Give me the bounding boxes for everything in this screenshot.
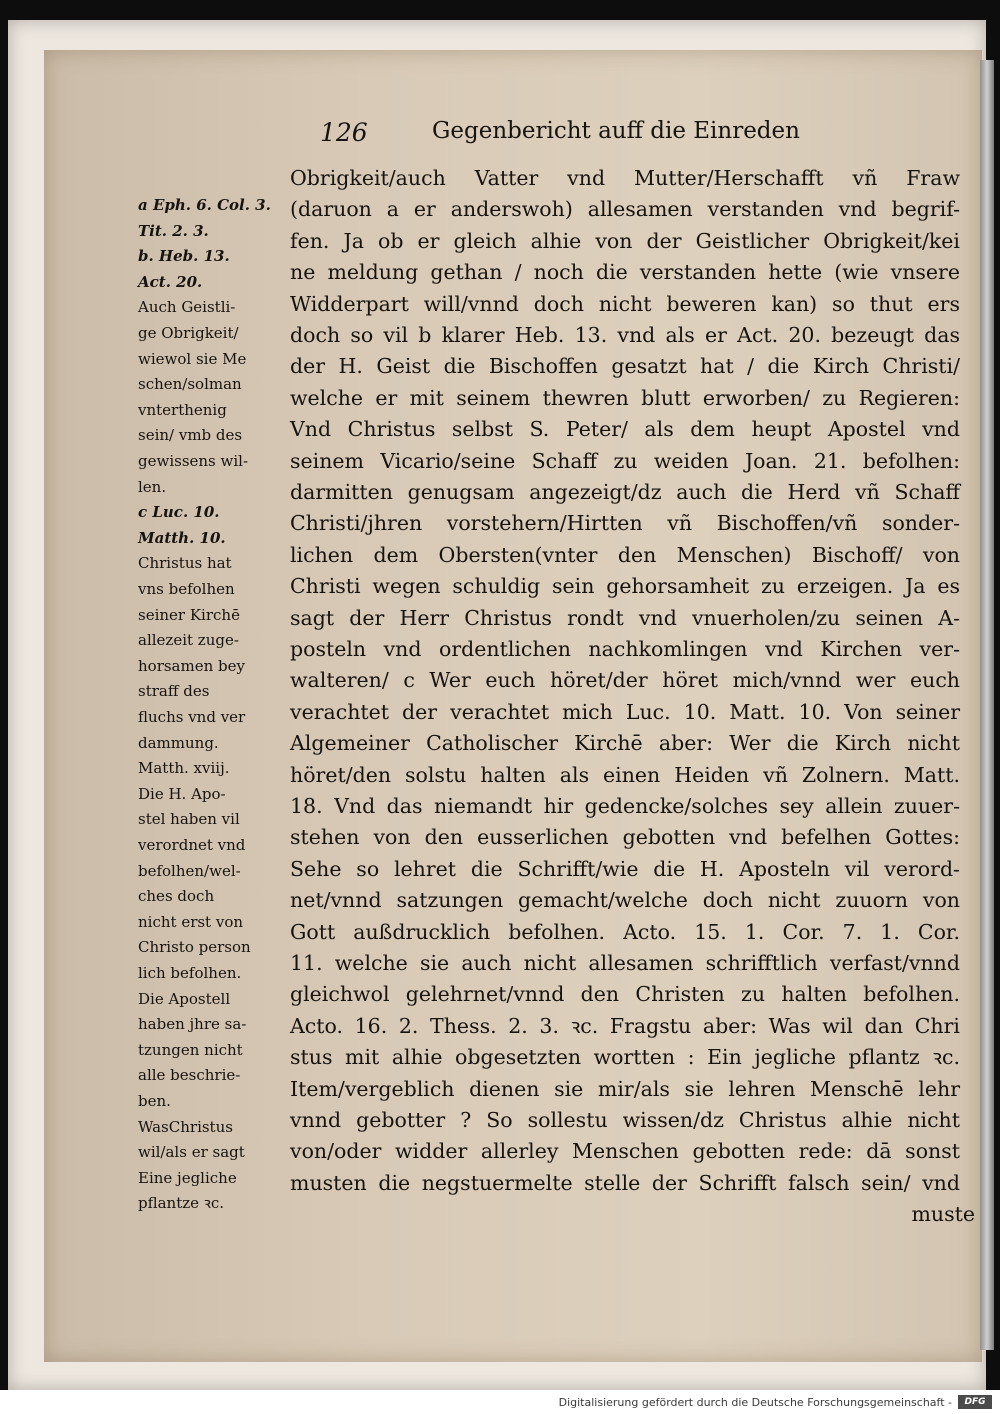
margin-note: ben. — [138, 1092, 171, 1110]
margin-note: verordnet vnd — [138, 836, 246, 854]
running-head: Gegenbericht auff die Einreden — [432, 118, 800, 144]
body-line: welche er mit seinem thewren blutt erworben/ zu Regieren: — [290, 385, 960, 410]
margin-note: gewissens wil- — [138, 452, 249, 470]
body-line: sagt der Herr Christus rondt vnd vnuerholen/zu seinen A- — [290, 605, 960, 630]
body-line: stehen von den eusserlichen gebotten vnd befelhen Gottes: — [290, 825, 960, 850]
margin-note: WasChristus — [138, 1117, 233, 1136]
body-line: Obrigkeit/auch Vatter vnd Mutter/Herschafft vñ Fraw — [290, 166, 960, 190]
margin-note: wil/als er sagt — [138, 1143, 245, 1162]
margin-reference: a Eph. 6. Col. 3. — [138, 196, 271, 214]
margin-note: haben jhre sa- — [138, 1015, 247, 1034]
margin-note: befolhen/wel- — [138, 861, 241, 880]
body-line: ne meldung gethan / noch die verstanden hette (wie vnsere — [290, 260, 960, 285]
margin-reference: b. Heb. 13. — [138, 247, 230, 266]
body-line: Widderpart will/vnnd doch nicht beweren kan) so thut ers — [290, 291, 960, 316]
margin-reference: c Luc. 10. — [138, 503, 220, 522]
body-line: musten die negstuermelte stelle der Schrifft falsch sein/ vnd — [290, 1170, 960, 1195]
margin-note: vns befolhen — [138, 580, 235, 598]
body-line: der H. Geist die Bischoffen gesatzt hat / die Kirch Christi/ — [290, 354, 960, 379]
book-spine-edge — [980, 60, 994, 1350]
body-line: höret/den solstu halten als einen Heiden vñ Zolnern. Matt. — [290, 762, 960, 787]
body-line: fen. Ja ob er gleich alhie von der Geistlicher Obrigkeit/kei — [290, 228, 960, 253]
body-line: stus mit alhie obgesetzten wortten : Ein jegliche pflantz ꝛc. — [290, 1045, 960, 1070]
margin-note: ches doch — [138, 887, 215, 906]
body-line: Vnd Christus selbst S. Peter/ als dem heupt Apostel vnd — [290, 417, 960, 442]
margin-note: Die Apostell — [138, 989, 231, 1008]
body-line: Acto. 16. 2. Thess. 2. 3. ꝛc. Fragstu aber: Was wil dan Chri — [290, 1013, 960, 1038]
margin-note: ge Obrigkeit/ — [138, 324, 239, 342]
margin-note: pflantze ꝛc. — [138, 1194, 225, 1213]
margin-note: nicht erst von — [138, 912, 244, 931]
digitization-credit: Digitalisierung gefördert durch die Deutsche Forschungsgemeinschaft - — [558, 1396, 952, 1409]
margin-note: tzungen nicht — [138, 1040, 243, 1059]
margin-note: horsamen bey — [138, 656, 245, 675]
margin-note: Die H. Apo- — [138, 784, 226, 803]
page-number: 126 — [320, 118, 368, 147]
margin-note: Christus hat — [138, 554, 232, 573]
body-line: Item/vergeblich dienen sie mir/als sie lehren Menschē lehr — [290, 1076, 960, 1101]
margin-note: seiner Kirchē — [138, 605, 240, 624]
margin-reference: Act. 20. — [138, 272, 203, 291]
margin-note: dammung. — [138, 733, 219, 752]
body-line: von/oder widder allerley Menschen gebotten rede: dā sonst — [290, 1139, 960, 1164]
body-line: 18. Vnd das niemandt hir gedencke/solches sey allein zuuer- — [290, 794, 960, 818]
margin-note: Eine jegliche — [138, 1168, 237, 1187]
body-line: gleichwol gelehrnet/vnnd den Christen zu halten befolhen. — [290, 982, 960, 1007]
margin-note: fluchs vnd ver — [138, 708, 246, 726]
body-line: Christi/jhren vorstehern/Hirtten vñ Bischoffen/vñ sonder- — [290, 511, 960, 536]
margin-reference: Matth. 10. — [138, 528, 226, 547]
body-line: walteren/ c Wer euch höret/der höret mich/vnnd wer euch — [290, 668, 960, 693]
margin-note: stel haben vil — [138, 810, 240, 829]
margin-reference: Tit. 2. 3. — [138, 221, 209, 240]
body-line: Sehe so lehret die Schrifft/wie die H. Aposteln vil verord- — [290, 856, 960, 881]
margin-note: lich befolhen. — [138, 964, 242, 982]
margin-note: Auch Geistli- — [138, 298, 236, 317]
dfg-logo: DFG — [958, 1395, 992, 1409]
catchword: muste — [911, 1202, 975, 1227]
margin-note: straff des — [138, 682, 210, 701]
margin-note: len. — [138, 477, 167, 496]
margin-note: Christo person — [138, 938, 251, 957]
margin-note: schen/solman — [138, 375, 242, 394]
margin-note: allezeit zuge- — [138, 631, 239, 650]
body-line: Christi wegen schuldig sein gehorsamheit zu erzeigen. Ja es — [290, 574, 960, 599]
body-line: Algemeiner Catholischer Kirchē aber: Wer die Kirch nicht — [290, 731, 960, 756]
body-line: vnnd gebotter ? So sollestu wissen/dz Christus alhie nicht — [290, 1108, 960, 1132]
margin-note: alle beschrie- — [138, 1066, 241, 1085]
body-line: doch so vil b klarer Heb. 13. vnd als er Act. 20. bezeugt das — [290, 323, 960, 347]
body-line: 11. welche sie auch nicht allesamen schrifftlich verfast/vnnd — [290, 951, 960, 975]
body-line: lichen dem Obersten(vnter den Menschen) Bischoff/ von — [290, 542, 960, 567]
body-line: darmitten genugsam angezeigt/dz auch die Herd vñ Schaff — [290, 480, 960, 504]
margin-note: Matth. xviij. — [138, 759, 230, 778]
margin-note: wiewol sie Me — [138, 349, 247, 368]
margin-note: sein/ vmb des — [138, 426, 243, 445]
body-line: net/vnnd satzungen gemacht/welche doch nicht zuuorn von — [290, 888, 960, 913]
body-line: seinem Vicario/seine Schaff zu weiden Joan. 21. befolhen: — [290, 448, 960, 473]
body-line: posteln vnd ordentlichen nachkomlingen vnd Kirchen ver- — [290, 637, 960, 661]
body-line: verachtet der verachtet mich Luc. 10. Matt. 10. Von seiner — [290, 699, 960, 724]
margin-note: vnterthenig — [138, 400, 227, 419]
body-line: Gott außdrucklich befolhen. Acto. 15. 1. Cor. 7. 1. Cor. — [290, 919, 960, 944]
body-line: (daruon a er anderswoh) allesamen verstanden vnd begrif- — [290, 197, 960, 222]
